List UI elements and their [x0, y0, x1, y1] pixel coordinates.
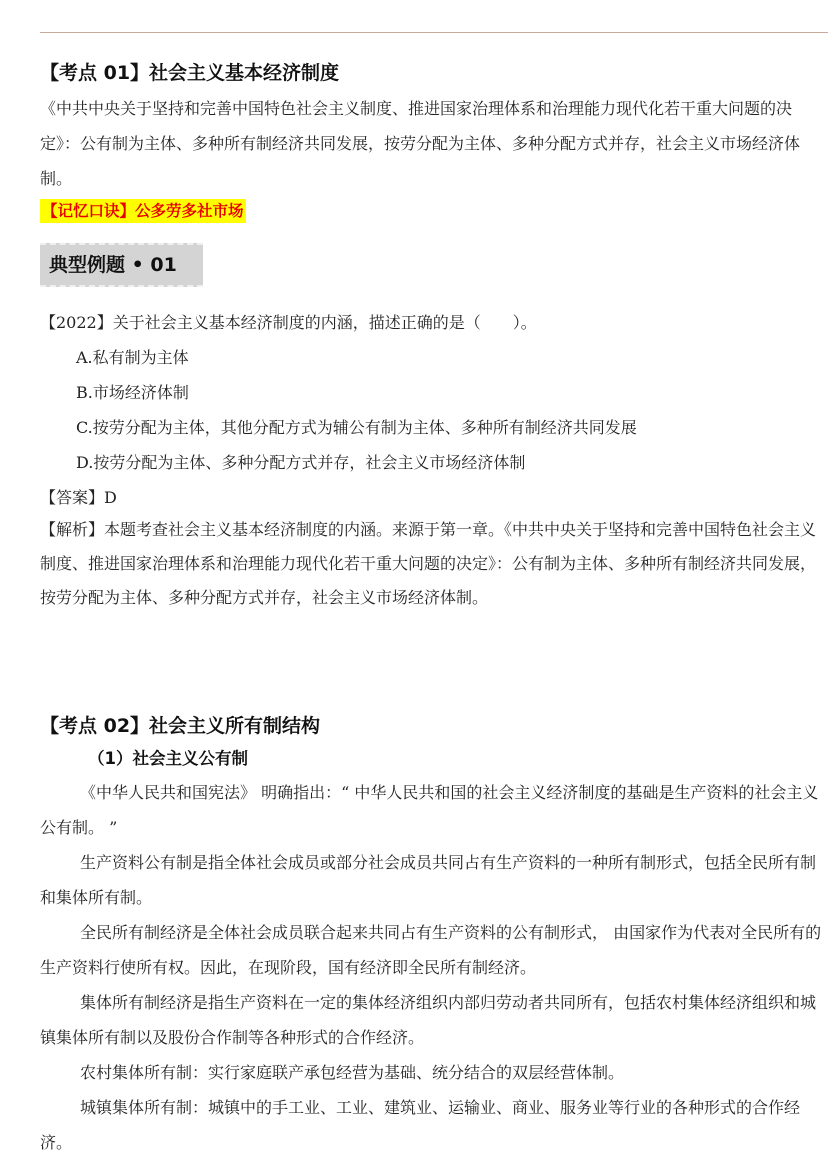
rural-collective-paragraph: 农村集体所有制：实行家庭联产承包经营为基础、统分结合的双层经营体制。 [80, 1063, 625, 1082]
section-2-body [40, 775, 825, 1160]
section-1-heading: 【考点 01】社会主义基本经济制度 [40, 62, 340, 84]
collective-ownership-paragraph: 集体所有制经济是指生产资料在一定的集体经济组织内部归劳动者共同所有，包括农村集体经济组织和城镇集体所有制以及股份合作制等各种形式的合作经济。 [40, 993, 817, 1047]
analysis-paragraph: 【解析】本题考查社会主义基本经济制度的内涵。来源于第一章。《中共中央关于坚持和完善中国特色社会主义制度、推进国家治理体系和治理能力现代化若干重大问题的决定》：公有制为主体、多种所有制经济共同发展，按劳分配为主体、多种分配方式并存，社会主义市场经济体制。 [40, 520, 817, 607]
constitution-paragraph: 《中华人民共和国宪法》 明确指出：“ 中华人民共和国的社会主义经济制度的基础是生产资料的社会主义公有制。 ” [40, 783, 819, 837]
public-ownership-paragraph: 生产资料公有制是指全体社会成员或部分社会成员共同占有生产资料的一种所有制形式，包括全民所有制和集体所有制。 [40, 853, 817, 907]
memory-tip-row [40, 199, 825, 223]
urban-collective-paragraph: 城镇集体所有制：城镇中的手工业、工业、建筑业、运输业、商业、服务业等行业的各种形式的合作经济。 [40, 1098, 801, 1152]
answer-line: 【答案】D [40, 488, 117, 507]
example-question: 【2022】关于社会主义基本经济制度的内涵，描述正确的是（ ）。 [40, 313, 537, 332]
example-question-block [40, 305, 825, 515]
option-a: A.私有制为主体 [76, 348, 189, 367]
option-d: D.按劳分配为主体、多种分配方式并存，社会主义市场经济体制 [76, 453, 526, 472]
example-banner: 典型例题 • 01 [40, 243, 203, 287]
option-b: B.市场经济体制 [76, 383, 189, 402]
section-2-subheading: （1）社会主义公有制 [88, 749, 248, 768]
option-c: C.按劳分配为主体，其他分配方式为辅公有制为主体、多种所有制经济共同发展 [76, 418, 637, 437]
ownership-by-whole-people-paragraph: 全民所有制经济是全体社会成员联合起来共同占有生产资料的公有制形式， 由国家作为代表对全民所有的生产资料行使所有权。因此，在现阶段，国有经济即全民所有制经济。 [40, 923, 822, 977]
top-divider [40, 32, 828, 33]
memory-tip-highlight: 【记忆口诀】公多劳多社市场 [40, 199, 246, 223]
section-1-paragraph: 《中共中央关于坚持和完善中国特色社会主义制度、推进国家治理体系和治理能力现代化若干重大问题的决定》：公有制为主体、多种所有制经济共同发展，按劳分配为主体、多种分配方式并存，社会主义市场经济体制。 [40, 99, 801, 188]
section-2-heading: 【考点 02】社会主义所有制结构 [40, 715, 321, 737]
